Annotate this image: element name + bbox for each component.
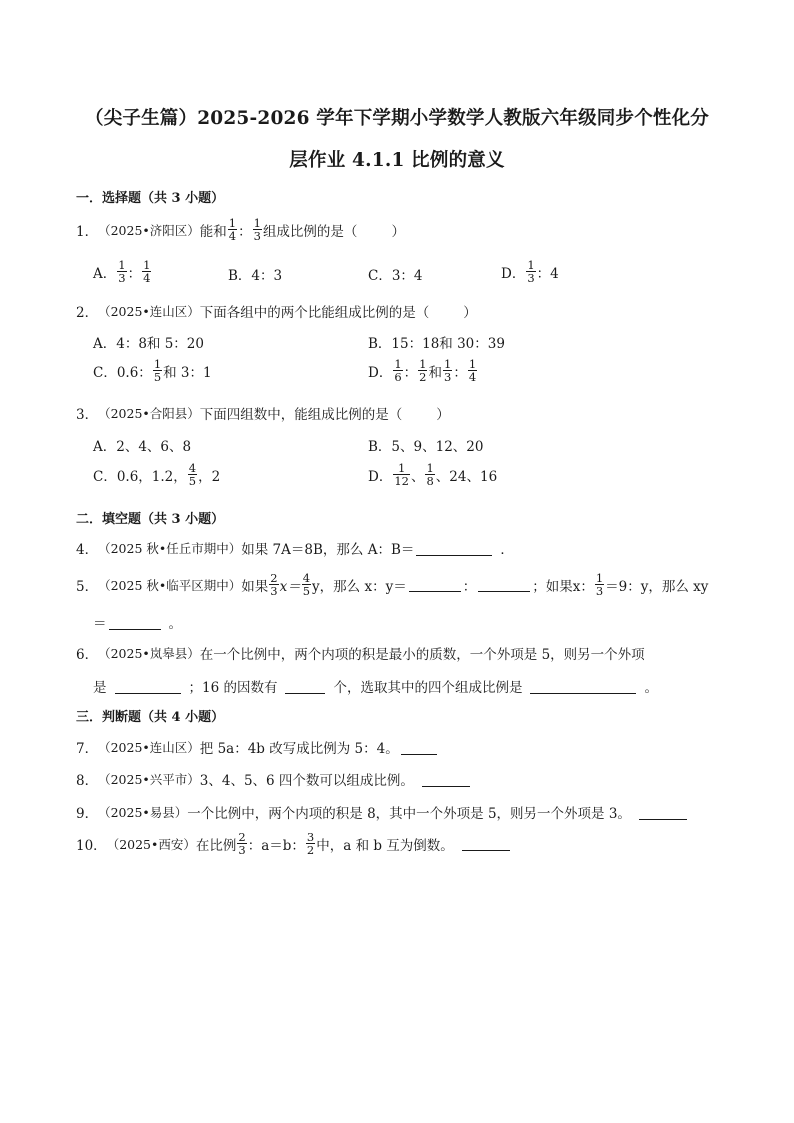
question-9: 9． （2025•易县） 一个比例中，两个内项的积是 8，其中一个外项是 5，则另一个外项是 3。 — [76, 802, 689, 822]
question-6-continued: 是 ；16 的因数有 个，选取其中的四个组成比例是 。 — [93, 680, 658, 696]
option-a[interactable]: A．4：8和 5：20 — [93, 336, 204, 352]
question-source: （2025•兴平市） — [98, 772, 200, 787]
question-source: （2025•岚皋县） — [98, 646, 200, 661]
question-source: （2025•合阳县） — [98, 406, 200, 421]
fraction: $\frac{1}{4}$ — [228, 216, 237, 243]
section-heading-fill: 二．填空题（共 3 小题） — [76, 512, 225, 527]
question-source: （2025 秋•任丘市期中） — [98, 541, 242, 556]
answer-blank[interactable] — [115, 679, 181, 694]
option-b[interactable]: B．4：3 — [228, 268, 283, 284]
fraction: $\frac{1}{12}$ — [394, 461, 409, 488]
fraction: $\frac{3}{2}$ — [306, 830, 315, 857]
question-source: （2025•易县） — [98, 805, 188, 820]
answer-blank[interactable] — [530, 679, 636, 694]
page-title-line1: （尖子生篇）2025-2026 学年下学期小学数学人教版六年级同步个性化分 — [85, 108, 709, 129]
question-source: （2025 秋•临平区期中） — [98, 577, 242, 593]
answer-blank[interactable] — [422, 772, 470, 787]
option-a[interactable]: A． $\frac{1}{3}$ ： $\frac{1}{4}$ — [93, 258, 151, 285]
fraction: $\frac{1}{2}$ — [419, 357, 427, 384]
fraction: $\frac{2}{3}$ — [238, 830, 246, 857]
answer-blank[interactable] — [109, 615, 161, 630]
answer-blank[interactable] — [416, 541, 492, 556]
option-a[interactable]: A．2、4、6、8 — [93, 439, 192, 455]
section-heading-judge: 三．判断题（共 4 小题） — [76, 710, 225, 725]
answer-blank[interactable] — [401, 740, 437, 755]
question-10: 10． （2025•西安） 在比例 $\frac{2}{3}$ ：a＝b： $\frac{3}{2}$ 中，a 和 b 互为倒数。 — [76, 831, 512, 856]
question-7: 7． （2025•连山区） 把 5a：4b 改写成比例为 5：4。 — [76, 737, 439, 757]
question-source: （2025•连山区） — [98, 740, 200, 755]
option-c[interactable]: C．0.6，1.2， $\frac{4}{5}$ ，2 — [93, 461, 221, 488]
fraction: $\frac{1}{4}$ — [468, 357, 477, 384]
question-4: 4． （2025 秋•任丘市期中） 如果 7A＝8B，那么 A：B＝ ． — [76, 541, 514, 558]
question-source: （2025•西安） — [106, 836, 196, 852]
page-title-line2: 层作业 4.1.1 比例的意义 — [289, 150, 505, 171]
fraction: $\frac{1}{3}$ — [443, 357, 452, 384]
option-d[interactable]: D． $\frac{1}{3}$ ：4 — [501, 258, 559, 285]
answer-blank[interactable] — [639, 805, 687, 820]
fraction: $\frac{1}{4}$ — [143, 258, 151, 285]
question-5-continued: ＝ 。 — [93, 616, 182, 632]
question-1: 1． （2025•济阳区） 能和 $\frac{1}{4}$ ： $\frac{1}{3}$ 组成比例的是（ ） — [76, 216, 405, 243]
fraction: $\frac{1}{3}$ — [118, 258, 126, 285]
question-8: 8． （2025•兴平市） 3、4、5、6 四个数可以组成比例。 — [76, 769, 472, 789]
option-b[interactable]: B．15：18和 30：39 — [368, 336, 505, 352]
question-5: 5． （2025 秋•临平区期中） 如果 $\frac{2}{3}$ x＝ $\frac{4}{5}$ y，那么 x：y＝ ： ；如果x： $\frac{1}{3}$ ＝9：y，那么 xy — [76, 571, 709, 598]
option-d[interactable]: D． $\frac{1}{12}$ 、 $\frac{1}{8}$ 、24、16 — [368, 461, 498, 488]
option-c[interactable]: C．3：4 — [368, 268, 423, 284]
question-3: 3． （2025•合阳县） 下面四组数中，能组成比例的是（ ） — [76, 406, 450, 423]
answer-blank[interactable] — [462, 836, 510, 851]
fraction: $\frac{2}{3}$ — [270, 571, 278, 598]
fraction: $\frac{1}{6}$ — [394, 357, 402, 384]
option-b[interactable]: B．5、9、12、20 — [368, 439, 484, 455]
question-source: （2025•连山区） — [98, 304, 200, 319]
fraction: $\frac{4}{5}$ — [302, 571, 311, 598]
question-source: （2025•济阳区） — [98, 222, 200, 238]
fraction: $\frac{1}{3}$ — [253, 216, 261, 243]
fraction: $\frac{4}{5}$ — [188, 461, 197, 488]
section-heading-choice: 一．选择题（共 3 小题） — [76, 191, 225, 206]
option-d[interactable]: D． $\frac{1}{6}$ ： $\frac{1}{2}$ 和 $\frac{1}{3}$ ： $\frac{1}{4}$ — [368, 357, 477, 384]
fraction: $\frac{1}{3}$ — [595, 571, 604, 598]
question-2: 2． （2025•连山区） 下面各组中的两个比能组成比例的是（ ） — [76, 304, 477, 321]
option-c[interactable]: C．0.6： $\frac{1}{5}$ 和 3：1 — [93, 357, 212, 384]
fraction: $\frac{1}{8}$ — [426, 461, 434, 488]
answer-blank[interactable] — [409, 577, 461, 592]
question-6: 6． （2025•岚皋县） 在一个比例中，两个内项的积是最小的质数，一个外项是 5，则另一个外项 — [76, 646, 645, 663]
answer-blank[interactable] — [285, 679, 325, 694]
fraction: $\frac{1}{3}$ — [527, 258, 535, 285]
answer-blank[interactable] — [478, 577, 530, 592]
fraction: $\frac{1}{5}$ — [153, 357, 162, 384]
